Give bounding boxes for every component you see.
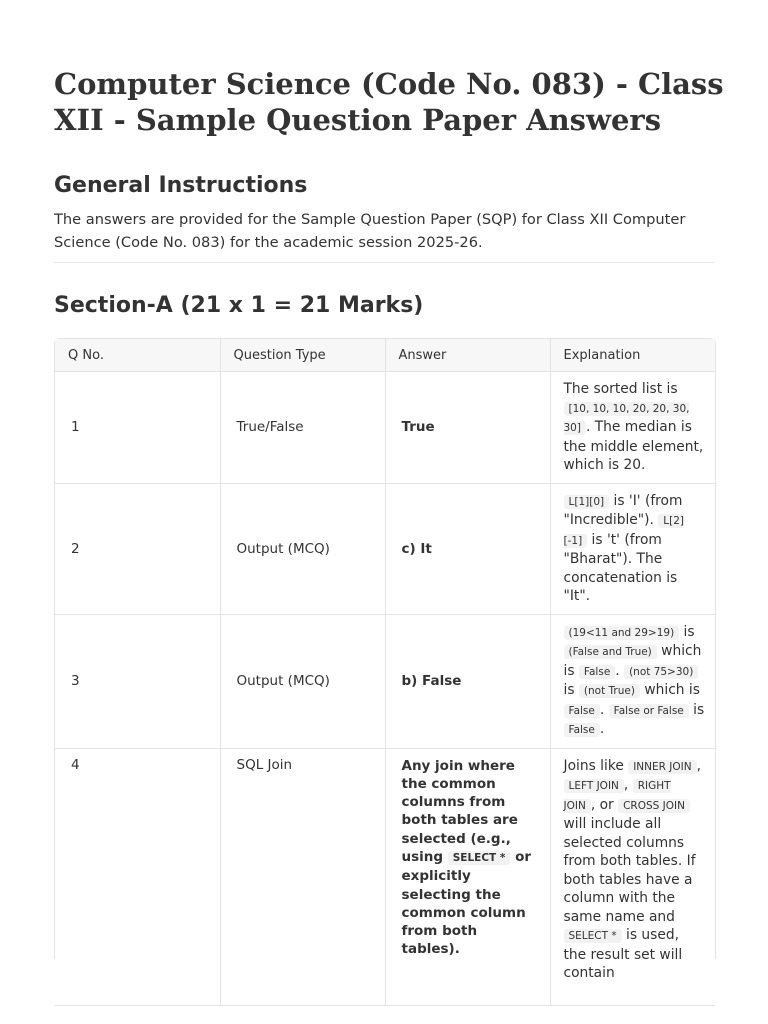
inline-code: False — [579, 665, 615, 679]
inline-code: False or False — [609, 704, 689, 718]
text-fragment: , — [623, 777, 633, 793]
inline-code: (not True) — [579, 684, 640, 698]
general-instructions-heading: General Instructions — [54, 173, 308, 198]
explanation-cell — [550, 614, 715, 748]
inline-code: SELECT * — [448, 851, 511, 865]
table-row — [55, 614, 715, 748]
text-fragment: Any join where the common columns from both tables are selected (e.g., using — [401, 757, 518, 865]
general-instructions-text: The answers are provided for the Sample Question Paper (SQP) for Class XII Computer Science (Code No. 083) for the academic session 2025-26. — [54, 211, 686, 251]
column-header-question-type: Question Type — [220, 339, 385, 372]
text-fragment: The sorted list is — [563, 381, 678, 397]
text-fragment: is — [679, 623, 695, 640]
inline-code: [10, 10, 10, 20, 20, 30, 30] — [563, 402, 690, 434]
answer-cell: True — [385, 372, 550, 484]
question-type-cell: SQL Join — [220, 748, 385, 1005]
inline-code: LEFT JOIN — [564, 779, 624, 793]
inline-code: INNER JOIN — [628, 760, 696, 774]
table-row — [55, 483, 715, 614]
text-fragment: or explicitly selecting the common column from both tables). — [401, 848, 532, 958]
inline-code: (not 75>30) — [624, 665, 698, 679]
text-fragment: , — [696, 757, 701, 774]
answers-table — [55, 339, 715, 1006]
text-fragment: . — [599, 701, 609, 718]
text-fragment: . — [615, 662, 625, 679]
question-number-cell: 4 — [55, 748, 220, 1005]
text-fragment: is — [688, 701, 705, 718]
text-fragment: , or — [590, 796, 619, 813]
text-fragment: is 'I' (from "Incredible"). — [563, 492, 683, 528]
answers-table-container — [54, 338, 716, 981]
explanation-cell — [550, 748, 715, 1005]
inline-code: (19<11 and 29>19) — [564, 626, 680, 640]
inline-code: SELECT * — [564, 929, 622, 943]
text-fragment: is used, the result set will contain — [563, 927, 683, 981]
text-fragment: which is — [639, 682, 700, 698]
table-header-row — [55, 339, 715, 372]
answer-cell: b) False — [385, 614, 550, 748]
inline-code: (False and True) — [564, 645, 657, 659]
explanation-cell — [550, 483, 715, 614]
text-fragment: Joins like — [563, 757, 629, 774]
text-fragment: which is — [563, 643, 702, 679]
question-type-cell: True/False — [220, 372, 385, 484]
inline-code: L[2][-1] — [563, 515, 685, 547]
inline-code: RIGHT JOIN — [563, 780, 671, 812]
table-row — [55, 372, 715, 484]
column-header-explanation: Explanation — [550, 339, 715, 372]
column-header-q-no: Q No. — [55, 339, 220, 372]
text-fragment: is — [563, 682, 579, 698]
inline-code: CROSS JOIN — [618, 799, 690, 813]
section-a-heading: Section-A (21 x 1 = 21 Marks) — [54, 293, 424, 318]
question-type-cell: Output (MCQ) — [220, 614, 385, 748]
question-number-cell: 3 — [55, 614, 220, 748]
table-row — [55, 748, 715, 1005]
column-header-answer: Answer — [385, 339, 550, 372]
section-divider — [54, 262, 714, 263]
inline-code: False — [564, 704, 600, 718]
inline-code: L[1][0] — [564, 495, 610, 509]
document-title: Computer Science (Code No. 083) - Class XII - Sample Question Paper Answers — [54, 67, 724, 137]
question-number-cell: 2 — [55, 483, 220, 614]
text-fragment: . The median is the middle element, which is 20. — [563, 419, 704, 473]
text-fragment: will include all selected columns from both tables. If both tables have a column with the same name and — [563, 816, 696, 925]
question-type-cell: Output (MCQ) — [220, 483, 385, 614]
answer-cell — [385, 748, 550, 1005]
explanation-cell — [550, 372, 715, 484]
text-fragment: is 't' (from "Bharat"). The concatenation is "It". — [563, 531, 678, 604]
inline-code: False — [564, 723, 600, 737]
text-fragment: . — [599, 721, 605, 737]
question-number-cell: 1 — [55, 372, 220, 484]
answer-cell: c) It — [385, 483, 550, 614]
